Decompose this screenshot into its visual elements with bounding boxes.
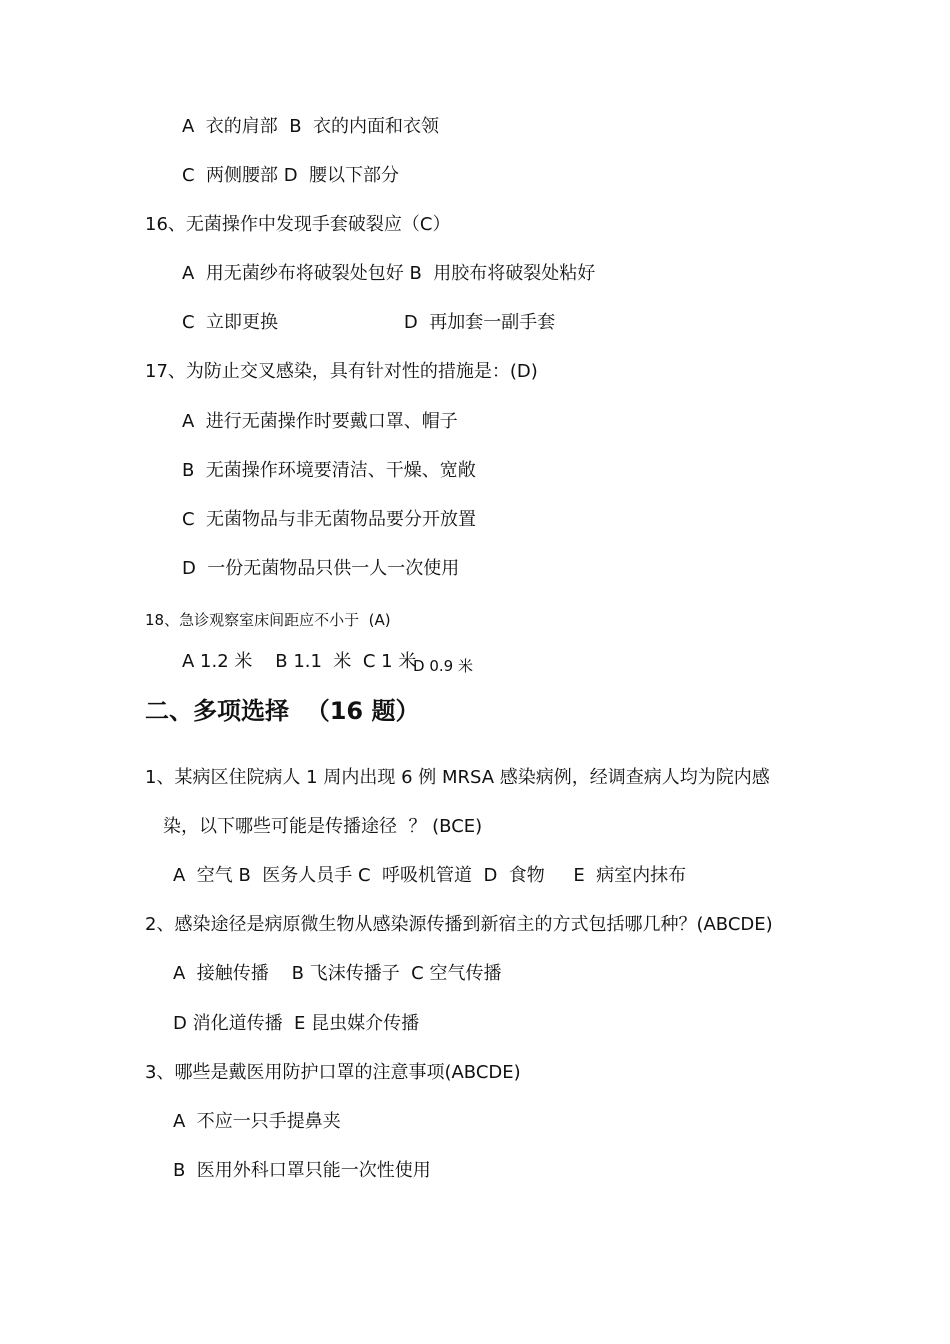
option-line: A 不应一只手提鼻夹 bbox=[173, 1111, 341, 1132]
option-line: A 接触传播 B 飞沫传播子 C 空气传播 bbox=[173, 963, 502, 984]
option-line: D 一份无菌物品只供一人一次使用 bbox=[182, 558, 460, 579]
option-line: C 无菌物品与非无菌物品要分开放置 bbox=[182, 509, 477, 530]
option-line: A 空气 B 医务人员手 C 呼吸机管道 D 食物 E 病室内抹布 bbox=[173, 865, 687, 886]
question-17: 17、为防止交叉感染，具有针对性的措施是：(D) bbox=[145, 361, 538, 382]
option-line: A 用无菌纱布将破裂处包好 B 用胶布将破裂处粘好 bbox=[182, 263, 596, 284]
option-line: A 1.2 米 B 1.1 米 C 1 米 bbox=[182, 651, 417, 672]
mc-question-3: 3、哪些是戴医用防护口罩的注意事项(ABCDE) bbox=[145, 1062, 521, 1083]
option-line: C 两侧腰部 D 腰以下部分 bbox=[182, 165, 400, 186]
option-line: D 消化道传播 E 昆虫媒介传播 bbox=[173, 1013, 420, 1034]
option-line: A 进行无菌操作时要戴口罩、帽子 bbox=[182, 411, 458, 432]
option-line: A 衣的肩部 B 衣的内面和衣领 bbox=[182, 116, 439, 137]
question-18: 18、急诊观察室床间距应不小于 (A) bbox=[145, 611, 391, 629]
option-line: C 立即更换 D 再加套一副手套 bbox=[182, 312, 556, 333]
section-heading: 二、多项选择 （16 题） bbox=[145, 697, 420, 725]
mc-question-1: 1、某病区住院病人 1 周内出现 6 例 MRSA 感染病例，经调查病人均为院内感 bbox=[145, 767, 770, 788]
question-16: 16、无菌操作中发现手套破裂应（C） bbox=[145, 214, 451, 235]
mc-question-1-cont: 染，以下哪些可能是传播途径 ？ (BCE) bbox=[163, 816, 483, 837]
option-line: D 0.9 米 bbox=[413, 657, 473, 675]
mc-question-2: 2、感染途径是病原微生物从感染源传播到新宿主的方式包括哪几种？(ABCDE) bbox=[145, 914, 773, 935]
option-line: B 无菌操作环境要清洁、干燥、宽敞 bbox=[182, 460, 476, 481]
option-line: B 医用外科口罩只能一次性使用 bbox=[173, 1160, 431, 1181]
